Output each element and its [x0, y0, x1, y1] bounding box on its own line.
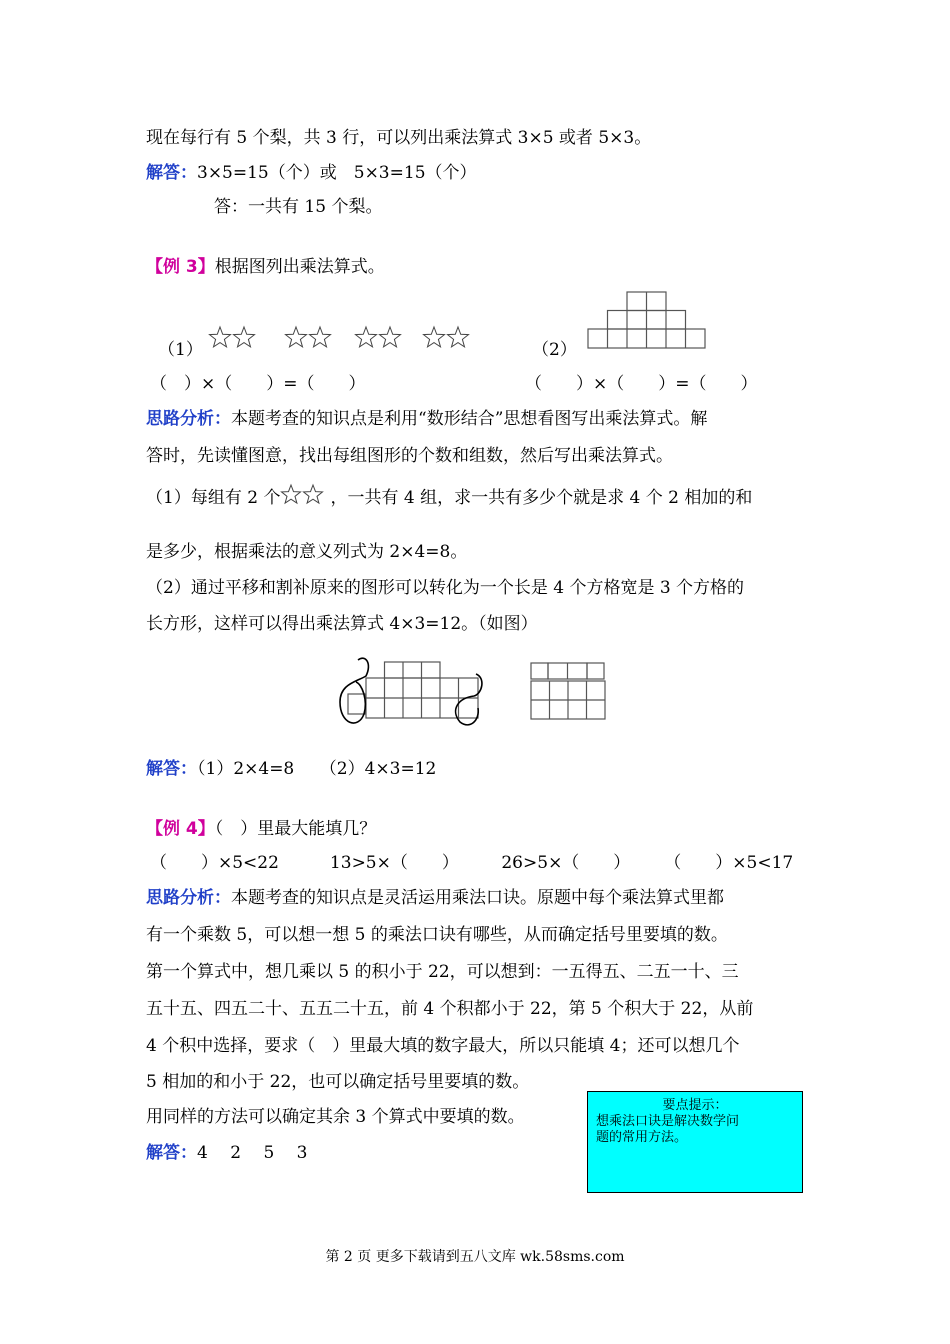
- star-icon: [310, 327, 331, 347]
- tip-box: [587, 1091, 803, 1193]
- star-icon: [282, 485, 301, 503]
- answer-text: （1）2×4=8 （2）4×3=12: [197, 759, 437, 779]
- answer-text: 3×5=15（个）或 5×3=15（个）: [197, 163, 477, 183]
- answer-label: 解答：: [146, 759, 197, 779]
- text-line: 第一个算式中，想几乘以 5 的积小于 22，可以想到：一五得五、二五一十、三: [146, 962, 739, 982]
- star-icon: [286, 327, 307, 347]
- star-groups-figure: [208, 326, 478, 352]
- star-pair-icon: [280, 485, 330, 505]
- blank-equation-2: （ ）×（ ）=（ ）: [525, 374, 758, 394]
- text-fragment: ，一共有 4 组，求一共有多少个就是求 4 个 2 相加的和: [330, 488, 753, 508]
- star-icon: [356, 327, 377, 347]
- text-line: 有一个乘数 5，可以想一想 5 的乘法口诀有哪些，从而确定括号里要填的数。: [146, 925, 728, 945]
- answer-text: 4 2 5 3: [197, 1143, 308, 1163]
- answer-line: [146, 162, 477, 184]
- text-line: [146, 485, 752, 509]
- text-line: 答时，先读懂图意，找出每组图形的个数和组数，然后写出乘法算式。: [146, 446, 673, 466]
- text-line: 4 个积中选择，要求（ ）里最大填的数字最大，所以只能填 4；还可以想几个: [146, 1036, 740, 1056]
- answer-line: [146, 1142, 307, 1164]
- star-icon: [234, 327, 255, 347]
- example-tag: 【例 3】: [146, 257, 215, 277]
- text-line: 现在每行有 5 个梨，共 3 行，可以列出乘法算式 3×5 或者 5×3。: [146, 128, 652, 148]
- answer-label: 解答：: [146, 163, 197, 183]
- question-line: （ ）×5<22 13>5×（ ） 26>5×（ ） （ ）×5<17: [150, 853, 794, 873]
- text-line: 用同样的方法可以确定其余 3 个算式中要填的数。: [146, 1107, 525, 1127]
- text-line: 是多少，根据乘法的意义列式为 2×4=8。: [146, 542, 468, 562]
- star-icon: [380, 327, 401, 347]
- rectangle-result-figure: [529, 661, 609, 723]
- star-icon: [424, 327, 445, 347]
- answer-reply: 答：一共有 15 个梨。: [214, 197, 383, 217]
- blank-equation-1: （ ）×（ ）=（ ）: [150, 374, 366, 394]
- text-line: 长方形，这样可以得出乘法算式 4×3=12。（如图）: [146, 614, 538, 634]
- part-2-label: （2）: [532, 340, 577, 360]
- text-line: 5 相加的和小于 22，也可以确定括号里要填的数。: [146, 1072, 530, 1092]
- example-title: （ ）里最大能填几？: [214, 819, 377, 839]
- star-icon: [448, 327, 469, 347]
- answer-label: 解答：: [146, 1143, 197, 1163]
- tip-title: 要点提示：: [662, 1098, 728, 1113]
- cut-and-move-figure: [336, 654, 486, 734]
- example-tag: 【例 4】: [146, 819, 215, 839]
- analysis-label: 思路分析：: [146, 409, 231, 429]
- example-3-heading: [146, 256, 385, 278]
- analysis-line: [146, 408, 707, 430]
- star-icon: [304, 485, 323, 503]
- text-fragment: （1）每组有 2 个: [146, 488, 281, 508]
- text-line: 五十五、四五二十、五五二十五，前 4 个积都小于 22，第 5 个积大于 22，从前: [146, 999, 754, 1019]
- tip-body: 想乘法口诀是解决数学问: [596, 1114, 740, 1129]
- analysis-text: 本题考查的知识点是灵活运用乘法口诀。原题中每个乘法算式里都: [231, 888, 724, 908]
- star-icon: [210, 327, 231, 347]
- part-1-label: （1）: [158, 340, 203, 360]
- answer-line: [146, 758, 436, 780]
- tip-body: 题的常用方法。: [596, 1130, 688, 1145]
- example-4-heading: [146, 818, 376, 840]
- analysis-line: [146, 887, 724, 909]
- analysis-text: 本题考查的知识点是利用“数形结合”思想看图写出乘法算式。解: [231, 409, 708, 429]
- page-footer: 第 2 页 更多下载请到五八文库 wk.58sms.com: [325, 1249, 625, 1265]
- text-line: （2）通过平移和割补原来的图形可以转化为一个长是 4 个方格宽是 3 个方格的: [146, 578, 745, 598]
- staircase-grid-figure: [588, 292, 706, 350]
- example-title: 根据图列出乘法算式。: [214, 257, 385, 277]
- analysis-label: 思路分析：: [146, 888, 231, 908]
